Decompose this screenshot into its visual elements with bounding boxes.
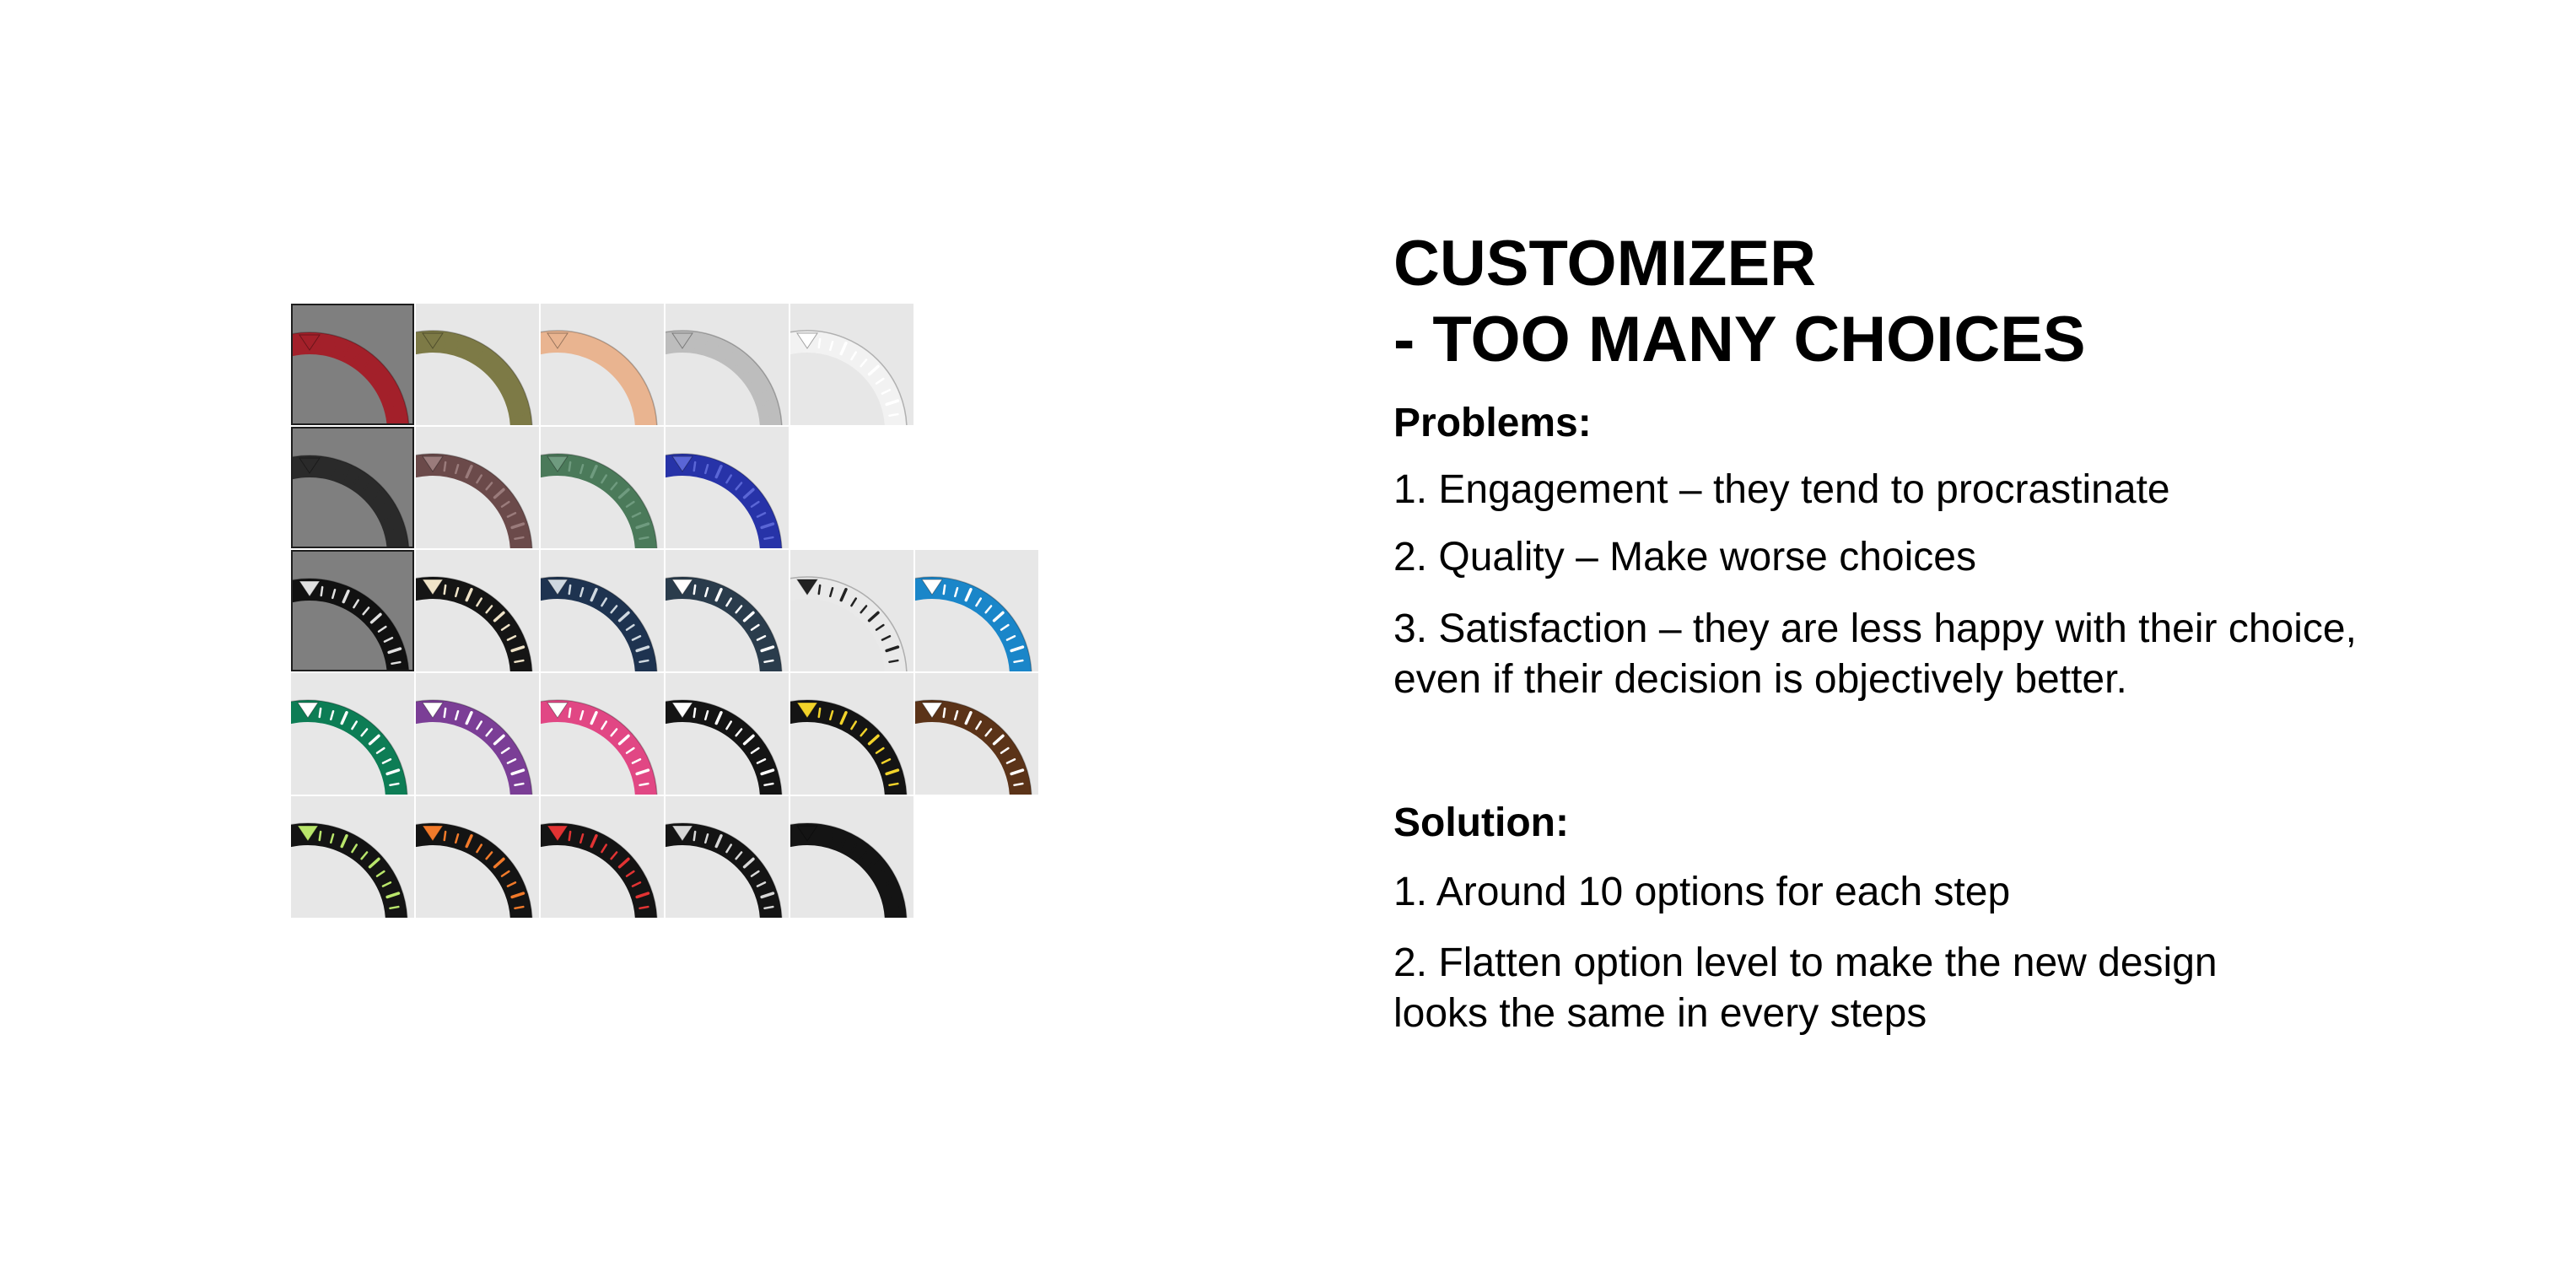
swatch-pink-bezel[interactable] [541,673,664,795]
swatch-black-silver-bezel[interactable] [666,796,789,918]
bezel-tick [515,660,523,662]
slide-text [1393,226,2490,1036]
bezel-ring [416,834,521,918]
bezel-tick [639,660,648,662]
bezel-ring [915,711,1021,795]
bezel-ring [416,342,521,425]
bezel-ring-icon [790,673,913,795]
bezel-tick [694,585,695,594]
bezel-tick [515,414,523,416]
bezel-tick [321,341,322,349]
bezel-tick [764,414,773,416]
bezel-ring-icon [666,673,789,795]
bezel-ring [541,465,646,548]
problem-item: 3. Satisfaction – they are less happy with their choice, [1393,606,2357,651]
bezel-ring-icon [291,673,414,795]
solution-heading: Solution: [1393,800,1569,845]
bezel-tick [639,907,648,908]
bezel-ring [416,465,521,548]
swatch-black-steel-bezel[interactable] [291,550,414,671]
bezel-ring [293,590,398,671]
bezel-tick [639,784,648,785]
swatch-white-bezel[interactable] [790,304,913,425]
bezel-tick [944,585,945,594]
swatch-green-bezel[interactable] [541,427,664,548]
bezel-tick [639,414,648,416]
bezel-tick [889,784,897,785]
swatch-purple-bezel[interactable] [416,673,539,795]
bezel-tick [390,784,398,785]
bezel-ring-icon [293,552,414,671]
bezel-ring [666,342,771,425]
bezel-tick [569,462,570,471]
swatch-white-black-bezel[interactable] [790,550,913,671]
bezel-tick [391,416,400,418]
solution-item-continued: looks the same in every steps [1393,991,1927,1036]
swatch-black-bezel[interactable] [291,427,414,548]
bezel-ring-icon [666,796,789,918]
problem-item: 1. Engagement – they tend to procrastinate [1393,467,2170,512]
swatch-silver-bezel[interactable] [666,304,789,425]
bezel-tick [320,709,321,717]
bezel-tick [321,464,322,472]
bezel-ring-icon [666,427,789,548]
swatch-black-yellow-bezel[interactable] [790,673,913,795]
swatch-blue-bezel[interactable] [666,427,789,548]
swatch-olive-bezel[interactable] [416,304,539,425]
bezel-tick [819,585,820,594]
bezel-ring-icon [666,550,789,671]
problem-item: 2. Quality – Make worse choices [1393,535,1976,579]
swatch-mauve-bezel[interactable] [416,427,539,548]
bezel-ring-icon [291,796,414,918]
bezel-ring-icon [293,428,414,548]
bezel-ring-icon [790,550,913,671]
problem-item-continued: even if their decision is objectively better. [1393,657,2127,702]
bezel-ring-icon [915,550,1038,671]
swatch-emerald-bezel[interactable] [291,673,414,795]
bezel-ring-icon [293,305,414,425]
bezel-tick [694,709,695,717]
slide-title [1393,226,2490,378]
bezel-tick [694,462,695,471]
bezel-ring-icon [541,673,664,795]
bezel-ring-icon [541,796,664,918]
swatch-black-red-bezel[interactable] [541,796,664,918]
bezel-tick [764,907,773,908]
bezel-tick [569,709,570,717]
bezel-tick [515,907,523,908]
bezel-ring-icon [790,796,913,918]
bezel-tick [819,339,820,348]
solution-item: 2. Flatten option level to make the new design [1393,940,2218,985]
problems-heading: Problems: [1393,401,1592,445]
swatch-azure-bezel[interactable] [915,550,1038,671]
bezel-tick [889,907,897,908]
swatch-black-orange-bezel[interactable] [416,796,539,918]
bezel-ring-icon [790,304,913,425]
bezel-ring [541,588,646,671]
bezel-ring [541,834,646,918]
swatch-red-bezel[interactable] [291,304,414,425]
bezel-tick [569,832,570,840]
solution-item: 1. Around 10 options for each step [1393,870,2011,914]
bezel-tick [1014,784,1022,785]
bezel-tick [321,587,322,595]
bezel-ring-icon [915,673,1038,795]
bezel-ring [790,588,896,671]
bezel-ring-icon [416,304,539,425]
title-line-2: - TOO MANY CHOICES [1393,304,2086,375]
bezel-ring-icon [416,796,539,918]
bezel-ring [291,834,396,918]
bezel-tick [390,907,398,908]
bezel-ring [293,343,398,425]
bezel-ring [915,588,1021,671]
bezel-ring-icon [541,550,664,671]
bezel-ring [291,711,396,795]
bezel-ring [666,711,771,795]
bezel-tick [639,537,648,539]
bezel-tick [764,537,773,539]
bezel-tick [391,539,400,541]
bezel-tick [694,832,695,840]
bezel-ring-icon [541,304,664,425]
bezel-tick [889,414,897,416]
bezel-ring [790,711,896,795]
swatch-navy-bezel[interactable] [541,550,664,671]
swatch-brown-bezel[interactable] [915,673,1038,795]
bezel-tick [569,339,570,348]
bezel-tick [889,660,897,662]
bezel-tick [819,709,820,717]
bezel-ring [666,465,771,548]
bezel-tick [391,662,400,664]
bezel-tick [515,537,523,539]
swatch-peach-bezel[interactable] [541,304,664,425]
bezel-ring-icon [541,427,664,548]
bezel-tick [694,339,695,348]
swatch-black-lime-bezel[interactable] [291,796,414,918]
bezel-ring-icon [416,550,539,671]
bezel-tick [515,784,523,785]
bezel-tick [569,585,570,594]
bezel-ring-icon [666,304,789,425]
bezel-tick [764,660,773,662]
swatch-black-plain-bezel[interactable] [790,796,913,918]
swatch-slate-bezel[interactable] [666,550,789,671]
bezel-tick [819,832,820,840]
bezel-swatch-grid [0,0,1097,1012]
bezel-ring [790,834,896,918]
bezel-tick [764,784,773,785]
bezel-ring [790,342,896,425]
title-line-1: CUSTOMIZER [1393,228,1817,299]
bezel-ring [666,588,771,671]
bezel-ring [416,711,521,795]
bezel-tick [320,832,321,840]
bezel-ring [541,342,646,425]
bezel-tick [944,709,945,717]
bezel-ring-icon [416,427,539,548]
bezel-tick [1014,660,1022,662]
bezel-ring [541,711,646,795]
bezel-ring [293,466,398,548]
bezel-ring-icon [416,673,539,795]
bezel-ring [666,834,771,918]
swatch-black-white-bezel[interactable] [666,673,789,795]
swatch-black-cream-bezel[interactable] [416,550,539,671]
bezel-ring [416,588,521,671]
